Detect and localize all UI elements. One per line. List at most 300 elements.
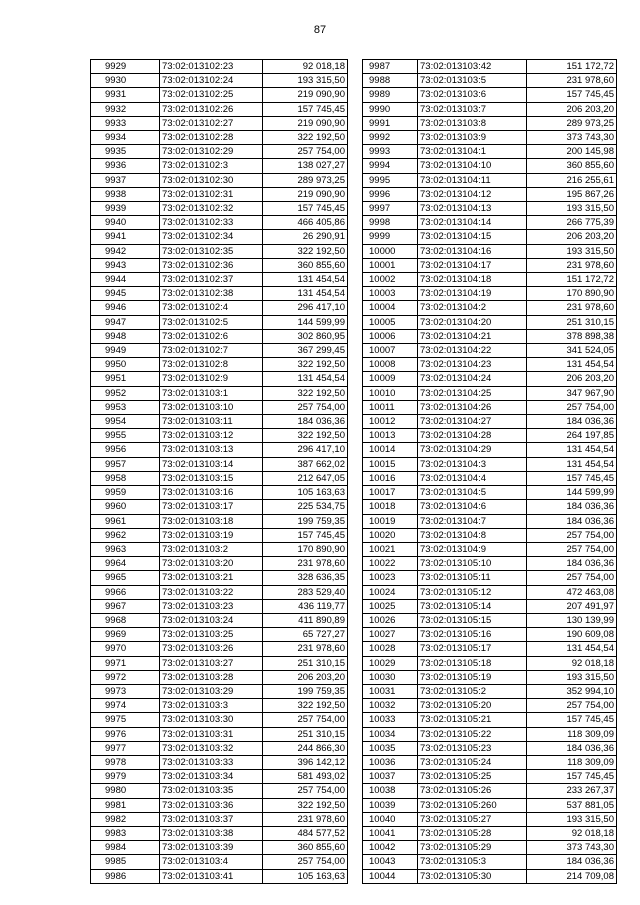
row-number-cell: 9982 [91,812,160,826]
value-cell: 257 754,00 [263,145,348,159]
value-cell: 231 978,60 [527,74,617,88]
row-number-cell: 10035 [363,741,418,755]
cadastral-number-cell: 73:02:013103:22 [160,585,263,599]
table-row [91,784,348,798]
cadastral-number-cell: 73:02:013103:12 [160,429,263,443]
value-cell: 341 524,05 [527,344,617,358]
cadastral-number-cell: 73:02:013102:4 [160,301,263,315]
row-number-cell: 10037 [363,770,418,784]
table-row [363,102,617,116]
cadastral-number-cell: 73:02:013105:20 [418,699,527,713]
cadastral-number-cell: 73:02:013103:7 [418,102,527,116]
row-number-cell: 9944 [91,273,160,287]
value-cell: 296 417,10 [263,443,348,457]
value-cell: 157 745,45 [527,770,617,784]
table-row [91,542,348,556]
row-number-cell: 9971 [91,656,160,670]
row-number-cell: 9957 [91,457,160,471]
table-row [91,202,348,216]
cadastral-number-cell: 73:02:013102:8 [160,358,263,372]
value-cell: 244 866,30 [263,741,348,755]
table-row [363,812,617,826]
table-row [363,131,617,145]
value-cell: 283 529,40 [263,585,348,599]
value-cell: 347 967,90 [527,386,617,400]
value-cell: 195 867,26 [527,187,617,201]
value-cell: 157 745,45 [527,713,617,727]
cadastral-number-cell: 73:02:013102:34 [160,230,263,244]
row-number-cell: 10018 [363,500,418,514]
row-number-cell: 9952 [91,386,160,400]
table-row [363,798,617,812]
cadastral-number-cell: 73:02:013103:34 [160,770,263,784]
row-number-cell: 9984 [91,841,160,855]
table-row [91,187,348,201]
value-cell: 373 743,30 [527,131,617,145]
table-row [91,116,348,130]
cadastral-number-cell: 73:02:013104:6 [418,500,527,514]
row-number-cell: 9964 [91,557,160,571]
value-cell: 302 860,95 [263,329,348,343]
value-cell: 190 609,08 [527,628,617,642]
value-cell: 231 978,60 [263,557,348,571]
row-number-cell: 10002 [363,273,418,287]
value-cell: 251 310,15 [263,656,348,670]
table-row [91,273,348,287]
row-number-cell: 10004 [363,301,418,315]
row-number-cell: 9955 [91,429,160,443]
cadastral-number-cell: 73:02:013104:16 [418,244,527,258]
cadastral-number-cell: 73:02:013102:23 [160,60,263,74]
cadastral-number-cell: 73:02:013103:19 [160,528,263,542]
table-row [363,486,617,500]
table-row [91,684,348,698]
value-cell: 193 315,50 [527,812,617,826]
cadastral-number-cell: 73:02:013104:24 [418,372,527,386]
row-number-cell: 10038 [363,784,418,798]
cadastral-number-cell: 73:02:013103:42 [418,60,527,74]
value-cell: 151 172,72 [527,273,617,287]
row-number-cell: 9977 [91,741,160,755]
value-cell: 184 036,36 [527,741,617,755]
table-row [363,656,617,670]
table-row [363,826,617,840]
row-number-cell: 9938 [91,187,160,201]
value-cell: 231 978,60 [263,642,348,656]
table-row [363,244,617,258]
table-row [91,585,348,599]
table-row [91,528,348,542]
row-number-cell: 9954 [91,415,160,429]
table-row [91,741,348,755]
cadastral-number-cell: 73:02:013104:10 [418,159,527,173]
table-row [91,88,348,102]
table-row [363,173,617,187]
value-cell: 105 163,63 [263,869,348,883]
value-cell: 131 454,54 [527,642,617,656]
value-cell: 251 310,15 [527,315,617,329]
cadastral-number-cell: 73:02:013104:19 [418,287,527,301]
table-row [91,230,348,244]
row-number-cell: 10001 [363,258,418,272]
table-row [91,500,348,514]
value-cell: 131 454,54 [263,372,348,386]
cadastral-number-cell: 73:02:013105:28 [418,826,527,840]
row-number-cell: 10017 [363,486,418,500]
value-cell: 296 417,10 [263,301,348,315]
value-cell: 130 139,99 [527,613,617,627]
row-number-cell: 9947 [91,315,160,329]
row-number-cell: 9979 [91,770,160,784]
value-cell: 131 454,54 [527,457,617,471]
row-number-cell: 9975 [91,713,160,727]
value-cell: 436 119,77 [263,599,348,613]
value-cell: 322 192,50 [263,386,348,400]
cadastral-number-cell: 73:02:013103:10 [160,400,263,414]
table-row [91,415,348,429]
cadastral-number-cell: 73:02:013104:4 [418,471,527,485]
table-row [91,131,348,145]
row-number-cell: 9950 [91,358,160,372]
cadastral-number-cell: 73:02:013103:5 [418,74,527,88]
value-cell: 231 978,60 [527,258,617,272]
table-row [91,841,348,855]
row-number-cell: 10026 [363,613,418,627]
value-cell: 216 255,61 [527,173,617,187]
table-row [91,358,348,372]
table-row [363,415,617,429]
row-number-cell: 9946 [91,301,160,315]
row-number-cell: 9962 [91,528,160,542]
row-number-cell: 10042 [363,841,418,855]
row-number-cell: 9953 [91,400,160,414]
cadastral-number-cell: 73:02:013103:24 [160,613,263,627]
row-number-cell: 10011 [363,400,418,414]
cadastral-number-cell: 73:02:013104:5 [418,486,527,500]
value-cell: 206 203,20 [527,102,617,116]
table-row [91,869,348,883]
row-number-cell: 9959 [91,486,160,500]
value-cell: 373 743,30 [527,841,617,855]
row-number-cell: 9973 [91,684,160,698]
table-row [363,613,617,627]
cadastral-number-cell: 73:02:013104:29 [418,443,527,457]
cadastral-number-cell: 73:02:013105:16 [418,628,527,642]
cadastral-number-cell: 73:02:013104:3 [418,457,527,471]
cadastral-number-cell: 73:02:013105:19 [418,670,527,684]
cadastral-number-cell: 73:02:013102:6 [160,329,263,343]
cadastral-number-cell: 73:02:013105:14 [418,599,527,613]
value-cell: 199 759,35 [263,684,348,698]
left-register-table [90,59,348,884]
cadastral-number-cell: 73:02:013103:41 [160,869,263,883]
row-number-cell: 10030 [363,670,418,684]
row-number-cell: 9934 [91,131,160,145]
table-row [363,116,617,130]
value-cell: 472 463,08 [527,585,617,599]
table-row [363,755,617,769]
table-row [363,429,617,443]
table-row [363,88,617,102]
value-cell: 257 754,00 [527,571,617,585]
cadastral-number-cell: 73:02:013104:13 [418,202,527,216]
cadastral-number-cell: 73:02:013103:28 [160,670,263,684]
table-row [91,713,348,727]
cadastral-number-cell: 73:02:013103:31 [160,727,263,741]
table-row [363,599,617,613]
table-row [363,386,617,400]
cadastral-number-cell: 73:02:013104:17 [418,258,527,272]
cadastral-number-cell: 73:02:013102:5 [160,315,263,329]
cadastral-number-cell: 73:02:013104:22 [418,344,527,358]
cadastral-number-cell: 73:02:013102:38 [160,287,263,301]
table-row [91,244,348,258]
table-row [363,784,617,798]
value-cell: 193 315,50 [527,670,617,684]
cadastral-number-cell: 73:02:013105:18 [418,656,527,670]
row-number-cell: 10000 [363,244,418,258]
value-cell: 131 454,54 [263,273,348,287]
value-cell: 219 090,90 [263,187,348,201]
row-number-cell: 9974 [91,699,160,713]
table-row [363,145,617,159]
row-number-cell: 10039 [363,798,418,812]
value-cell: 264 197,85 [527,429,617,443]
table-row [363,329,617,343]
row-number-cell: 9985 [91,855,160,869]
table-row [91,486,348,500]
cadastral-number-cell: 73:02:013103:9 [418,131,527,145]
value-cell: 322 192,50 [263,244,348,258]
row-number-cell: 10010 [363,386,418,400]
row-number-cell: 9943 [91,258,160,272]
table-row [363,315,617,329]
value-cell: 184 036,36 [527,500,617,514]
row-number-cell: 9983 [91,826,160,840]
value-cell: 206 203,20 [527,230,617,244]
value-cell: 378 898,38 [527,329,617,343]
table-row [363,187,617,201]
table-row [91,74,348,88]
value-cell: 193 315,50 [263,74,348,88]
cadastral-number-cell: 73:02:013102:35 [160,244,263,258]
row-number-cell: 9945 [91,287,160,301]
cadastral-number-cell: 73:02:013105:27 [418,812,527,826]
row-number-cell: 9929 [91,60,160,74]
row-number-cell: 10015 [363,457,418,471]
value-cell: 144 599,99 [527,486,617,500]
cadastral-number-cell: 73:02:013103:4 [160,855,263,869]
value-cell: 219 090,90 [263,88,348,102]
table-row [363,457,617,471]
table-row [91,471,348,485]
row-number-cell: 9936 [91,159,160,173]
table-row [91,855,348,869]
table-row [363,443,617,457]
row-number-cell: 10005 [363,315,418,329]
cadastral-number-cell: 73:02:013104:15 [418,230,527,244]
row-number-cell: 9942 [91,244,160,258]
page-number: 87 [313,24,327,36]
table-row [91,60,348,74]
row-number-cell: 9930 [91,74,160,88]
cadastral-number-cell: 73:02:013103:39 [160,841,263,855]
table-row [363,372,617,386]
table-row [91,159,348,173]
row-number-cell: 9935 [91,145,160,159]
value-cell: 170 890,90 [263,542,348,556]
value-cell: 396 142,12 [263,755,348,769]
row-number-cell: 10008 [363,358,418,372]
cadastral-number-cell: 73:02:013105:3 [418,855,527,869]
right-register-table [362,59,617,884]
row-number-cell: 9967 [91,599,160,613]
cadastral-number-cell: 73:02:013104:20 [418,315,527,329]
value-cell: 257 754,00 [527,400,617,414]
value-cell: 131 454,54 [263,287,348,301]
cadastral-number-cell: 73:02:013102:3 [160,159,263,173]
table-row [91,329,348,343]
value-cell: 26 290,91 [263,230,348,244]
cadastral-number-cell: 73:02:013105:2 [418,684,527,698]
table-row [91,173,348,187]
row-number-cell: 10044 [363,869,418,883]
cadastral-number-cell: 73:02:013103:26 [160,642,263,656]
table-row [363,287,617,301]
cadastral-number-cell: 73:02:013104:8 [418,528,527,542]
table-row [363,699,617,713]
row-number-cell: 9995 [363,173,418,187]
value-cell: 328 636,35 [263,571,348,585]
table-row [363,770,617,784]
row-number-cell: 9976 [91,727,160,741]
value-cell: 193 315,50 [527,244,617,258]
cadastral-number-cell: 73:02:013102:27 [160,116,263,130]
table-row [363,400,617,414]
cadastral-number-cell: 73:02:013102:7 [160,344,263,358]
row-number-cell: 9939 [91,202,160,216]
table-row [91,301,348,315]
row-number-cell: 9958 [91,471,160,485]
table-row [91,656,348,670]
table-row [91,372,348,386]
table-row [363,500,617,514]
cadastral-number-cell: 73:02:013104:11 [418,173,527,187]
value-cell: 367 299,45 [263,344,348,358]
row-number-cell: 9990 [363,102,418,116]
table-row [363,358,617,372]
row-number-cell: 9937 [91,173,160,187]
table-row [363,230,617,244]
value-cell: 170 890,90 [527,287,617,301]
value-cell: 257 754,00 [527,699,617,713]
value-cell: 484 577,52 [263,826,348,840]
cadastral-number-cell: 73:02:013103:38 [160,826,263,840]
table-row [91,571,348,585]
row-number-cell: 10033 [363,713,418,727]
cadastral-number-cell: 73:02:013102:30 [160,173,263,187]
table-row [91,344,348,358]
row-number-cell: 9965 [91,571,160,585]
value-cell: 157 745,45 [263,528,348,542]
row-number-cell: 9994 [363,159,418,173]
value-cell: 144 599,99 [263,315,348,329]
row-number-cell: 9980 [91,784,160,798]
value-cell: 322 192,50 [263,131,348,145]
cadastral-number-cell: 73:02:013103:36 [160,798,263,812]
row-number-cell: 9987 [363,60,418,74]
row-number-cell: 9989 [363,88,418,102]
value-cell: 322 192,50 [263,699,348,713]
cadastral-number-cell: 73:02:013105:260 [418,798,527,812]
cadastral-number-cell: 73:02:013103:8 [418,116,527,130]
table-row [91,514,348,528]
table-row [363,216,617,230]
cadastral-number-cell: 73:02:013103:11 [160,415,263,429]
cadastral-number-cell: 73:02:013104:27 [418,415,527,429]
row-number-cell: 9996 [363,187,418,201]
table-row [363,628,617,642]
row-number-cell: 10012 [363,415,418,429]
cadastral-number-cell: 73:02:013105:24 [418,755,527,769]
table-row [363,202,617,216]
cadastral-number-cell: 73:02:013104:14 [418,216,527,230]
value-cell: 206 203,20 [263,670,348,684]
table-row [91,755,348,769]
cadastral-number-cell: 73:02:013103:25 [160,628,263,642]
row-number-cell: 10014 [363,443,418,457]
row-number-cell: 10036 [363,755,418,769]
cadastral-number-cell: 73:02:013104:28 [418,429,527,443]
cadastral-number-cell: 73:02:013103:18 [160,514,263,528]
value-cell: 411 890,89 [263,613,348,627]
value-cell: 219 090,90 [263,116,348,130]
left-register-body [91,60,348,884]
value-cell: 92 018,18 [263,60,348,74]
value-cell: 92 018,18 [527,826,617,840]
table-row [363,528,617,542]
row-number-cell: 10031 [363,684,418,698]
row-number-cell: 9956 [91,443,160,457]
cadastral-number-cell: 73:02:013102:29 [160,145,263,159]
table-row [363,258,617,272]
value-cell: 257 754,00 [263,400,348,414]
row-number-cell: 10006 [363,329,418,343]
cadastral-number-cell: 73:02:013105:17 [418,642,527,656]
cadastral-number-cell: 73:02:013105:25 [418,770,527,784]
value-cell: 360 855,60 [263,841,348,855]
table-row [363,684,617,698]
value-cell: 118 309,09 [527,727,617,741]
cadastral-number-cell: 73:02:013103:35 [160,784,263,798]
value-cell: 65 727,27 [263,628,348,642]
row-number-cell: 9972 [91,670,160,684]
row-number-cell: 9951 [91,372,160,386]
cadastral-number-cell: 73:02:013103:2 [160,542,263,556]
cadastral-number-cell: 73:02:013103:13 [160,443,263,457]
row-number-cell: 10041 [363,826,418,840]
cadastral-number-cell: 73:02:013104:12 [418,187,527,201]
cadastral-number-cell: 73:02:013104:21 [418,329,527,343]
table-row [363,542,617,556]
value-cell: 266 775,39 [527,216,617,230]
table-row [91,258,348,272]
table-row [91,613,348,627]
table-row [91,826,348,840]
row-number-cell: 10016 [363,471,418,485]
row-number-cell: 10003 [363,287,418,301]
value-cell: 289 973,25 [263,173,348,187]
